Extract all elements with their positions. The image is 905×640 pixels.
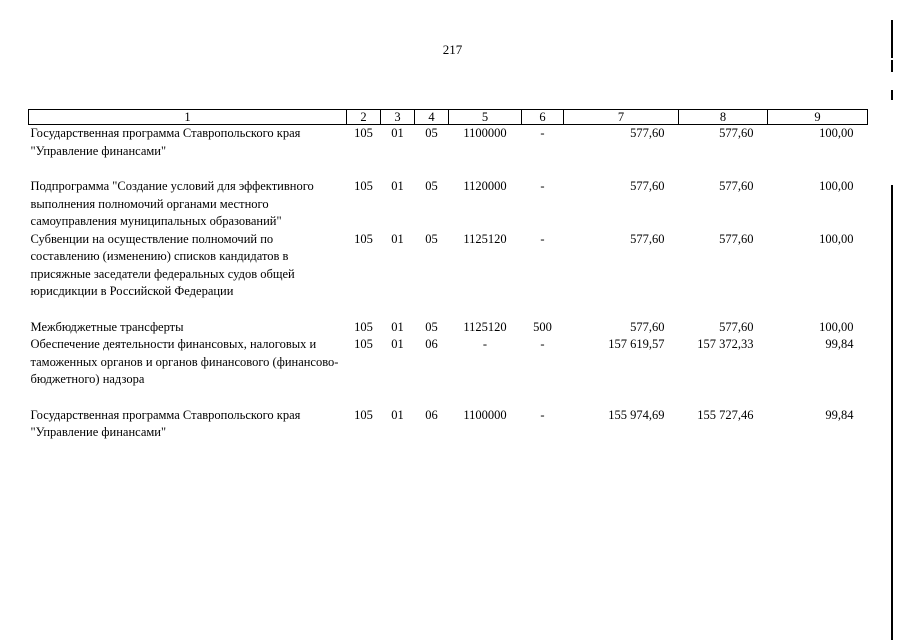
cell-col9: 99,84	[825, 407, 854, 422]
row-name: Государственная программа Ставропольского края "Управление финансами"	[30, 407, 301, 439]
cell-col5: 1100000	[463, 407, 507, 422]
cell-col3: 01	[391, 179, 404, 193]
cell-col6: -	[540, 231, 545, 246]
cell-col6: 500	[533, 319, 552, 334]
cell-col9: 100,00	[819, 126, 854, 140]
row-spacer	[29, 160, 868, 178]
col-header-1: 1	[29, 110, 347, 125]
row-name: Государственная программа Ставропольского края "Управление финансами"	[30, 126, 301, 158]
cell-col5: 1120000	[463, 179, 507, 193]
cell-col2: 105	[354, 337, 373, 351]
cell-col4: 05	[425, 179, 438, 193]
scan-edge-mark	[891, 60, 893, 72]
cell-col7: 577,60	[630, 319, 665, 334]
scan-edge-mark	[891, 20, 893, 58]
table-row	[29, 125, 868, 161]
cell-col5: -	[482, 337, 488, 351]
cell-col3: 01	[391, 407, 404, 422]
cell-col3: 01	[391, 337, 404, 351]
row-spacer	[29, 389, 868, 407]
cell-col4: 05	[425, 319, 438, 334]
table-row	[29, 407, 868, 442]
table-row	[29, 178, 868, 231]
scan-edge-mark	[891, 90, 893, 100]
cell-col5: 1125120	[463, 231, 507, 246]
cell-col4: 06	[425, 407, 438, 422]
cell-col2: 105	[354, 126, 373, 140]
cell-col2: 105	[354, 407, 373, 422]
cell-col4: 05	[425, 231, 438, 246]
col-header-7: 7	[564, 110, 679, 125]
cell-col2: 105	[354, 179, 373, 193]
cell-col2: 105	[354, 231, 373, 246]
cell-col6: -	[540, 337, 545, 351]
cell-col8: 577,60	[719, 319, 754, 334]
cell-col7: 155 974,69	[608, 407, 665, 422]
cell-col9: 100,00	[819, 319, 854, 334]
cell-col9: 100,00	[819, 231, 854, 246]
col-header-8: 8	[679, 110, 768, 125]
row-name: Подпрограмма "Создание условий для эффективного выполнения полномочий органами местного самоуправления муниципальных образований"	[30, 179, 314, 228]
cell-col3: 01	[391, 231, 404, 246]
cell-col9: 99,84	[825, 337, 854, 351]
cell-col7: 577,60	[630, 231, 665, 246]
budget-table	[28, 109, 868, 442]
cell-col8: 157 372,33	[697, 337, 754, 351]
cell-col7: 577,60	[630, 126, 665, 140]
col-header-2: 2	[347, 110, 381, 125]
row-spacer	[29, 301, 868, 319]
cell-col8: 577,60	[719, 126, 754, 140]
cell-col4: 05	[425, 126, 438, 140]
col-header-5: 5	[449, 110, 522, 125]
cell-col7: 577,60	[630, 179, 665, 193]
table-row	[29, 231, 868, 301]
cell-col5: 1100000	[463, 126, 507, 140]
cell-col7: 157 619,57	[608, 337, 665, 351]
cell-col3: 01	[391, 319, 404, 334]
cell-col6: -	[540, 126, 545, 140]
header-row	[29, 110, 868, 125]
cell-col6: -	[540, 407, 545, 422]
col-header-4: 4	[415, 110, 449, 125]
cell-col8: 577,60	[719, 231, 754, 246]
cell-col8: 577,60	[719, 179, 754, 193]
cell-col5: 1125120	[463, 319, 507, 334]
table-row	[29, 336, 868, 389]
col-header-6: 6	[522, 110, 564, 125]
page-number: 217	[442, 42, 463, 57]
cell-col3: 01	[391, 126, 404, 140]
col-header-9: 9	[768, 110, 868, 125]
row-name: Обеспечение деятельности финансовых, налоговых и таможенных органов и органов финансового (финансово-бюджетного) надзора	[30, 337, 339, 386]
cell-col4: 06	[425, 337, 438, 351]
table-row	[29, 319, 868, 337]
row-name: Субвенции на осуществление полномочий по составлению (изменению) списков кандидатов в присяжные заседатели федеральных судов общей юрисдикции в Российской Федерации	[30, 231, 295, 298]
row-name: Межбюджетные трансферты	[30, 319, 184, 334]
scan-edge-mark	[891, 185, 893, 640]
cell-col6: -	[540, 179, 545, 193]
col-header-3: 3	[381, 110, 415, 125]
cell-col2: 105	[354, 319, 373, 334]
cell-col8: 155 727,46	[697, 407, 754, 422]
cell-col9: 100,00	[819, 179, 854, 193]
